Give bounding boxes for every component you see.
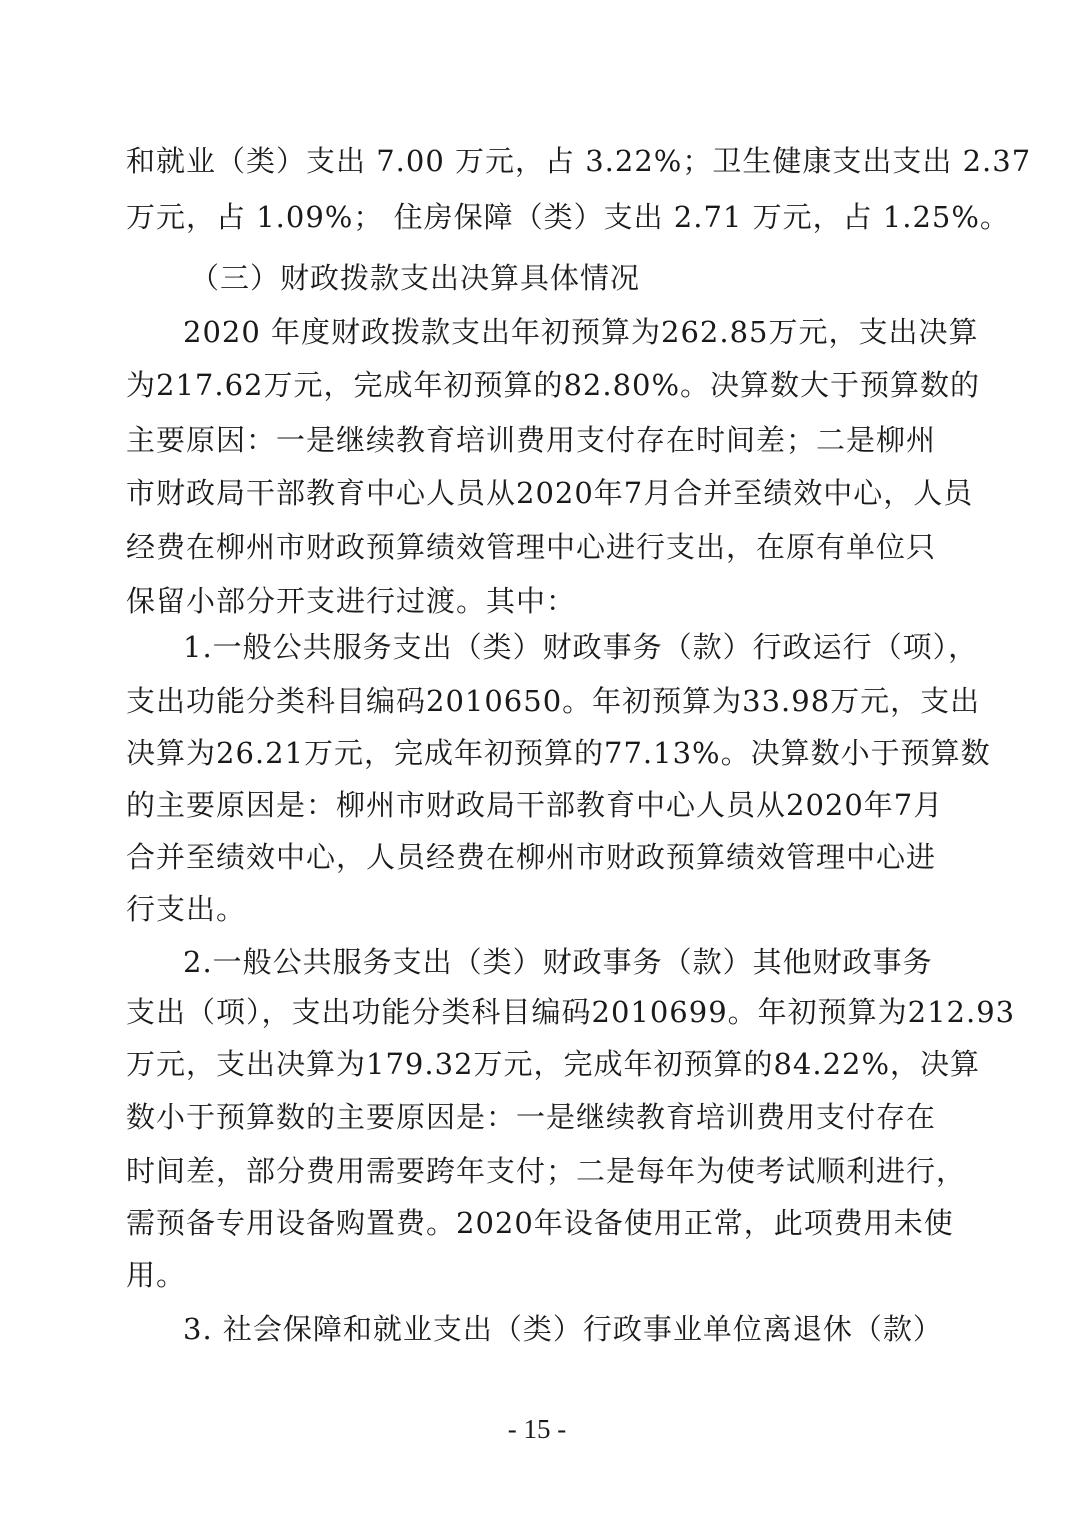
- text-line-21: 需预备专用设备购置费。2020年设备使用正常，此项费用未使: [126, 1206, 954, 1240]
- text-line-6: 主要原因：一是继续教育培训费用支付存在时间差；二是柳州: [126, 423, 937, 457]
- section-heading: （三）财政拨款支出决算具体情况: [190, 261, 641, 295]
- text-line-22: 用。: [126, 1258, 187, 1292]
- text-line-11: 支出功能分类科目编码2010650。年初预算为33.98万元，支出: [126, 684, 981, 718]
- text-line-16: 2.一般公共服务支出（类）财政事务（款）其他财政事务: [183, 945, 933, 979]
- page-number: - 15 -: [507, 1414, 567, 1444]
- text-line-10: 1.一般公共服务支出（类）财政事务（款）行政运行（项），: [183, 630, 979, 664]
- text-line-14: 合并至绩效中心，人员经费在柳州市财政预算绩效管理中心进: [126, 840, 937, 874]
- text-line-12: 决算为26.21万元，完成年初预算的77.13%。决算数小于预算数: [126, 736, 991, 770]
- text-line-8: 经费在柳州市财政预算绩效管理中心进行支出，在原有单位只: [126, 530, 937, 564]
- text-line-17: 支出（项），支出功能分类科目编码2010699。年初预算为212.93: [126, 995, 1016, 1029]
- text-line-20: 时间差，部分费用需要跨年支付；二是每年为使考试顺利进行，: [126, 1154, 967, 1188]
- text-line-13: 的主要原因是：柳州市财政局干部教育中心人员从2020年7月: [126, 788, 944, 822]
- text-line-5: 为217.62万元，完成年初预算的82.80%。决算数大于预算数的: [126, 368, 981, 402]
- text-line-15: 行支出。: [126, 892, 247, 926]
- text-line-9: 保留小部分开支进行过渡。其中：: [126, 584, 577, 618]
- text-line-19: 数小于预算数的主要原因是：一是继续教育培训费用支付存在: [126, 1100, 937, 1134]
- text-line-4: 2020 年度财政拨款支出年初预算为262.85万元，支出决算: [183, 315, 979, 349]
- text-line-2: 万元，占 1.09%； 住房保障（类）支出 2.71 万元，占 1.25%。: [126, 200, 1010, 234]
- text-line-7: 市财政局干部教育中心人员从2020年7月合并至绩效中心，人员: [126, 476, 974, 510]
- text-line-23: 3. 社会保障和就业支出（类）行政事业单位离退休（款）: [183, 1312, 943, 1346]
- text-line-1: 和就业（类）支出 7.00 万元，占 3.22%；卫生健康支出支出 2.37: [126, 144, 1032, 178]
- text-line-18: 万元，支出决算为179.32万元，完成年初预算的84.22%，决算: [126, 1047, 981, 1081]
